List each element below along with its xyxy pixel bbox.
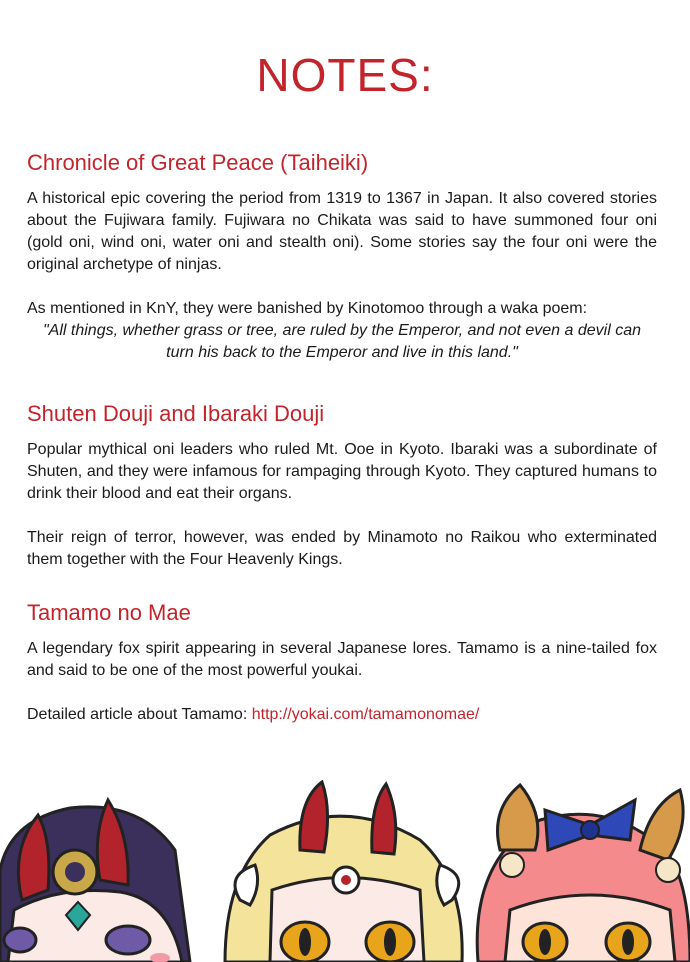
section-paragraph: Their reign of terror, however, was ended by Minamoto no Raikou who exterminated them together with the Four Heavenly Kings.	[27, 529, 657, 568]
section-paragraph: As mentioned in KnY, they were banished by Kinotomoo through a waka poem:	[27, 300, 588, 317]
section-tamamo	[27, 600, 657, 726]
shuten-chibi	[0, 800, 190, 962]
page-title: NOTES:	[256, 49, 434, 101]
section-paragraph: A historical epic covering the period from 1319 to 1367 in Japan. It also covered stories about the Fujiwara family. Fujiwara no Chikata was said to have summoned four oni (gold oni, wind oni, water oni and stealth oni). Some stories say the four oni were the original archetype of ninjas.	[27, 190, 657, 273]
article-label: Detailed article about Tamamo:	[27, 706, 252, 723]
section-paragraph: Popular mythical oni leaders who ruled Mt. Ooe in Kyoto. Ibaraki was a subordinate of Shuten, and they were infamous for rampaging through Kyoto. They captured humans to drink their blood and eat their organs.	[27, 441, 657, 502]
section-heading: Tamamo no Mae	[27, 600, 191, 625]
tamamo-article-link[interactable]: http://yokai.com/tamamonomae/	[251, 706, 480, 723]
article-line	[27, 704, 657, 726]
poem-quote: "All things, whether grass or tree, are ruled by the Emperor, and not even a devil can turn his back to the Emperor and live in this land."	[42, 322, 641, 361]
section-shuten-ibaraki	[27, 401, 657, 571]
tamamo-chibi	[477, 785, 690, 962]
section-heading: Shuten Douji and Ibaraki Douji	[27, 401, 325, 426]
chibi-characters-illustration	[0, 780, 690, 962]
section-paragraph: A legendary fox spirit appearing in several Japanese lores. Tamamo is a nine-tailed fox and said to be one of the most powerful youkai.	[27, 640, 657, 679]
ibaraki-chibi	[225, 782, 462, 962]
section-heading: Chronicle of Great Peace (Taiheiki)	[27, 150, 369, 175]
section-taiheiki	[27, 150, 657, 364]
